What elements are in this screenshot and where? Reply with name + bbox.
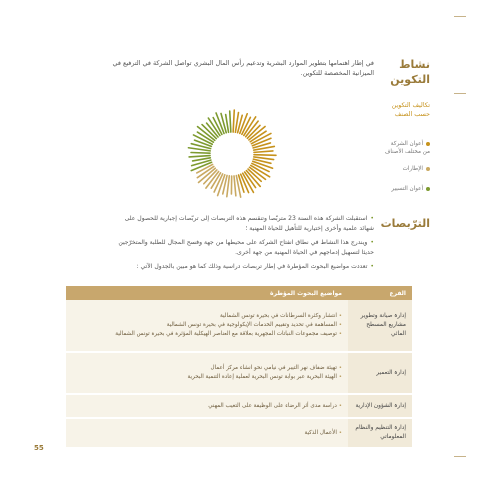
right-rule — [454, 93, 466, 94]
legend-staff-line1: أعوان الشركة — [390, 141, 423, 147]
topic-item: • دراسة مدى أثر الرضاء على الوظيفة على التغيب المهني — [72, 402, 342, 411]
table-row — [66, 352, 412, 394]
training-cost-chart — [182, 104, 282, 204]
pie-ray-staff — [233, 110, 234, 132]
pie-ray-staff — [254, 151, 273, 152]
internship-bullet-2: •ويندرج هذا النشاط في نطاق انفتاح الشركة على محيطها من جهة وفسح المجال للطلبة والمتخرّجين حديثا لتسهيل إدماجهم في الحياة المهنية من جهة أخرى. — [72, 238, 374, 258]
training-title-line1: نشاط — [399, 58, 430, 71]
legend-dot-management — [426, 187, 430, 191]
legend-item-management — [391, 185, 430, 193]
branch-cell: إدارة صيانة وتطوير مشاريع المسطح المائي — [348, 300, 412, 352]
topic-item: • توصيف مجموعات النباتات المجهرية بعلاقة مع العناصر الهيكلية المؤثرة في بحيرة تونس الشمالية — [72, 330, 342, 339]
pie-ray-management — [230, 111, 231, 132]
training-intro-line2: الميزانية المخصصة للتكوين. — [300, 69, 374, 77]
chart-rays — [188, 110, 276, 197]
pie-ray-staff — [254, 155, 276, 156]
topics-cell — [66, 352, 348, 394]
table-row — [66, 418, 412, 448]
internships-title: الترّبصات — [380, 217, 430, 230]
internship-bullet-1: •استقبلت الشركة هذه السنة 23 متربّصا وتنقسم هذه التربصات إلى تربّصات إجبارية للحصول على شهائد علمية وأخرى إختيارية للتأهيل للحياة المهنية ؛ — [72, 214, 374, 234]
research-topics-table — [66, 286, 412, 449]
legend-management-label: أعوان التسيير — [391, 186, 423, 192]
topic-item: • انتشار وكثرة السرطانات في بحيرة تونس الشمالية — [72, 312, 342, 321]
chart-legend — [350, 101, 430, 201]
legend-title-line1: تكاليف التكوين — [391, 102, 430, 109]
internship-bullet-3: •تعددت مواضيع البحوث المؤطرة في إطار تربصات دراسية وذلك كما هو مبين بالجدول الآتي : — [136, 263, 374, 270]
legend-item-executives — [403, 165, 430, 173]
internship-bullet-1-line1: استقبلت الشركة هذه السنة 23 متربّصا وتنقسم هذه التربصات إلى تربّصات إجبارية للحصول على — [124, 215, 368, 222]
training-title-line2: التكوين — [390, 73, 430, 86]
header-topics: مواضيع البحوث المؤطرة — [66, 286, 348, 300]
table-row — [66, 300, 412, 352]
legend-executives-label: الإطارات — [402, 166, 423, 172]
branch-cell: إدارة الشؤون الإدارية — [348, 394, 412, 418]
training-title — [390, 57, 430, 87]
branch-cell: إدارة التعمير — [348, 352, 412, 394]
topic-item: • تهيئة ضفاف نهر التيبر في نيامي نحو انشاء مركز أعمال — [72, 364, 342, 373]
internship-bullet-1-line2: شهائد علمية وأخرى إختيارية للتأهيل للحياة المهنية ؛ — [245, 225, 374, 232]
internship-bullet-2-line1: ويندرج هذا النشاط في نطاق انفتاح الشركة على محيطها من جهة وفسح المجال للطلبة والمتخرّجين — [118, 239, 368, 246]
internship-bullet-2-line2: حديثا لتسهيل إدماجهم في الحياة المهنية من جهة أخرى. — [235, 249, 374, 256]
page-number: 55 — [34, 444, 44, 452]
internship-bullet-3-line1: تعددت مواضيع البحوث المؤطرة في إطار تربصات دراسية وذلك كما هو مبين بالجدول الآتي : — [136, 263, 368, 270]
topic-item: • الهيئة البحرية عبر بوابة تونس البحرية لعملية إعادة التنمية البحرية — [72, 373, 342, 382]
topics-cell — [66, 418, 348, 448]
legend-title — [392, 101, 430, 119]
training-intro-line1: في إطار اهتمامها بتطوير الموارد البشرية وتدعيم رأس المال البشري تواصل الشركة في الترفيع في — [112, 59, 374, 67]
legend-dot-staff — [426, 142, 430, 146]
pie-ray-management — [189, 156, 210, 157]
topics-cell — [66, 300, 348, 352]
pie-ray-management — [191, 153, 210, 154]
topics-cell — [66, 394, 348, 418]
pie-ray-executives — [234, 176, 236, 196]
table-header-row — [66, 286, 412, 300]
legend-item-staff — [385, 140, 430, 156]
bottom-rule — [454, 456, 466, 457]
topic-item: • المساهمة في تحديد وتقييم الخدمات الإيكولوجية في بحيرة تونس الشمالية — [72, 321, 342, 330]
legend-title-line2: حسب الصنف — [394, 111, 430, 118]
top-right-rule — [454, 16, 466, 17]
legend-staff-line2: من مختلف الأصناف — [384, 149, 430, 155]
table-row — [66, 394, 412, 418]
legend-dot-executives — [426, 167, 430, 171]
header-branch: الفرع — [348, 286, 412, 300]
training-intro — [74, 58, 374, 78]
pie-ray-executives — [227, 176, 230, 197]
topic-item: • الأعمال الذكية — [72, 429, 342, 438]
branch-cell: إدارة التنظيم والنظام المعلوماتي — [348, 418, 412, 448]
